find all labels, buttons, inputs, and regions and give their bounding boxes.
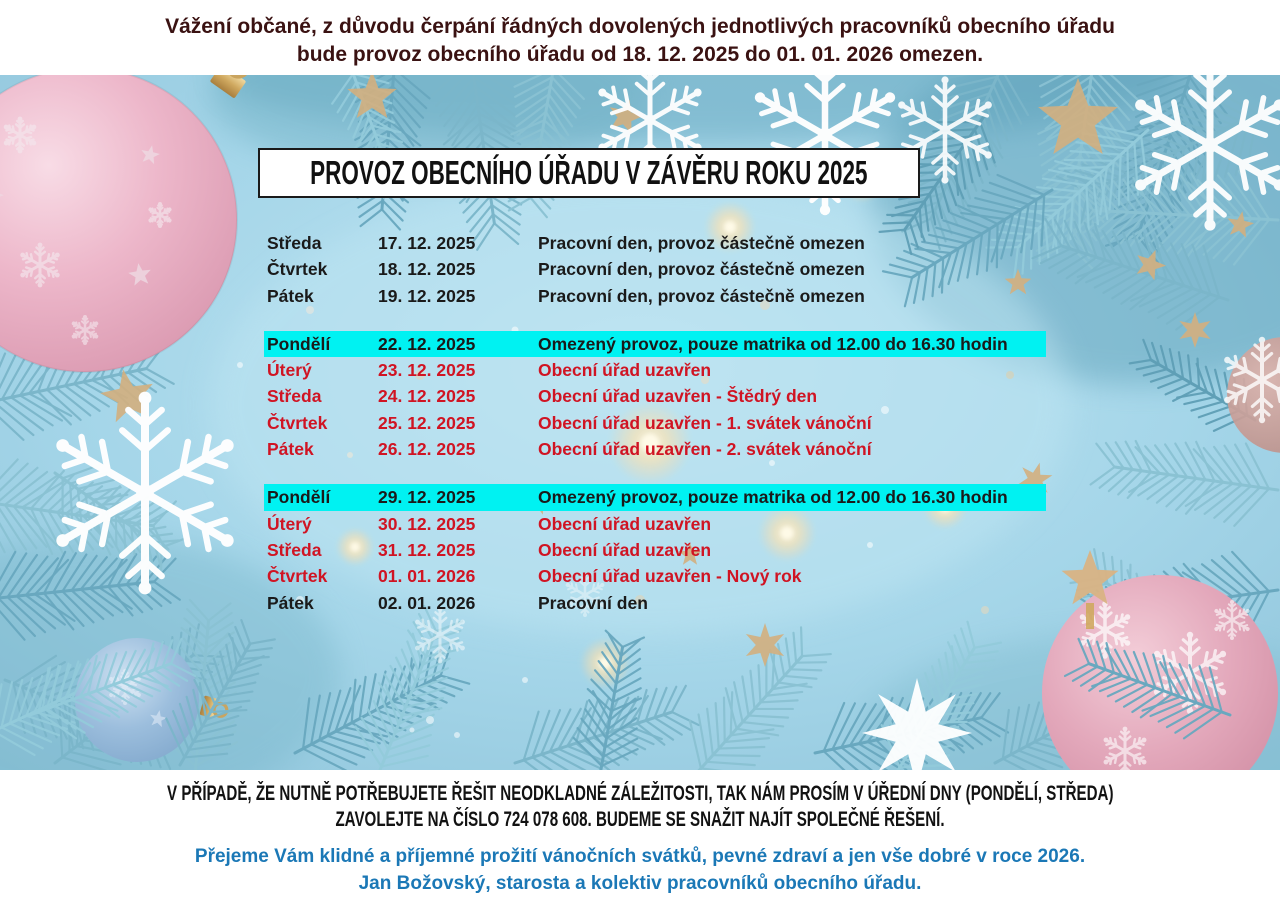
schedule-date: 18. 12. 2025	[378, 259, 476, 280]
schedule-row	[264, 563, 1046, 589]
schedule-day: Úterý	[267, 360, 312, 381]
schedule-day: Středa	[267, 386, 322, 407]
schedule-row	[264, 331, 1046, 357]
schedule-status: Obecní úřad uzavřen - Nový rok	[538, 566, 802, 587]
schedule-status: Obecní úřad uzavřen	[538, 360, 712, 381]
schedule-date: 19. 12. 2025	[378, 285, 476, 306]
schedule-date: 31. 12. 2025	[378, 539, 476, 560]
poster-title: PROVOZ OBECNÍHO ÚŘADU V ZÁVĚRU ROKU 2025	[310, 154, 868, 191]
header-line-1: Vážení občané, z důvodu čerpání řádných dovolených jednotlivých pracovníků obecního úřadu	[165, 15, 1115, 38]
schedule-row	[264, 383, 1046, 409]
schedule-status: Pracovní den, provoz částečně omezen	[538, 259, 865, 280]
schedule-day: Středa	[267, 539, 322, 560]
schedule-status: Omezený provoz, pouze matrika od 12.00 do 16.30 hodin	[538, 333, 1008, 354]
schedule-row	[264, 357, 1046, 383]
schedule-day: Čtvrtek	[267, 412, 328, 433]
schedule-status: Omezený provoz, pouze matrika od 12.00 do 16.30 hodin	[538, 487, 1008, 508]
schedule-row	[264, 590, 1046, 616]
schedule-row	[264, 484, 1046, 510]
schedule-day: Úterý	[267, 513, 312, 534]
wish-line-2: Jan Božovský, starosta a kolektiv pracovníků obecního úřadu.	[358, 873, 922, 894]
schedule-status: Obecní úřad uzavřen - 1. svátek vánoční	[538, 412, 872, 433]
schedule-day: Pátek	[267, 285, 314, 306]
schedule-row	[264, 256, 1046, 282]
schedule-date: 23. 12. 2025	[378, 360, 476, 381]
schedule-table	[264, 230, 1046, 616]
header-line-2: bude provoz obecního úřadu od 18. 12. 2025 do 01. 01. 2026 omezen.	[296, 43, 984, 66]
notice-line-2: ZAVOLEJTE NA ČÍSLO 724 078 608. BUDEME SE SNAŽIT NAJÍT SPOLEČNÉ ŘEŠENÍ.	[335, 808, 945, 831]
schedule-row	[264, 537, 1046, 563]
schedule-status: Pracovní den, provoz částečně omezen	[538, 233, 865, 253]
schedule-row	[264, 410, 1046, 436]
schedule-day: Pondělí	[267, 333, 331, 354]
schedule-day: Čtvrtek	[267, 566, 328, 587]
schedule-day: Pátek	[267, 439, 314, 460]
schedule-status: Obecní úřad uzavřen - 2. svátek vánoční	[538, 439, 872, 460]
schedule-date: 17. 12. 2025	[378, 233, 476, 253]
schedule-date: 29. 12. 2025	[378, 487, 476, 508]
poster-title-box	[258, 148, 920, 198]
schedule-status: Pracovní den, provoz částečně omezen	[538, 285, 865, 306]
schedule-day: Pondělí	[267, 487, 331, 508]
schedule-day: Pátek	[267, 592, 314, 613]
schedule-status: Obecní úřad uzavřen	[538, 513, 712, 534]
schedule-date: 22. 12. 2025	[378, 333, 476, 354]
schedule-row	[264, 436, 1046, 462]
schedule-row	[264, 511, 1046, 537]
header-banner	[0, 0, 1280, 75]
footer-banner	[0, 770, 1280, 904]
schedule-date: 30. 12. 2025	[378, 513, 476, 534]
schedule-row	[264, 230, 1046, 256]
schedule-date: 24. 12. 2025	[378, 386, 476, 407]
notice-line-1: V PŘÍPADĚ, ŽE NUTNĚ POTŘEBUJETE ŘEŠIT NEODKLADNÉ ZÁLEŽITOSTI, TAK NÁM PROSÍM V ÚŘEDNÍ DNY (PONDĚLÍ, STŘEDA)	[166, 782, 1114, 805]
schedule-date: 01. 01. 2026	[378, 566, 476, 587]
schedule-status: Pracovní den	[538, 592, 648, 613]
schedule-status: Obecní úřad uzavřen - Štědrý den	[538, 386, 818, 407]
schedule-date: 26. 12. 2025	[378, 439, 476, 460]
schedule-row	[264, 283, 1046, 309]
schedule-date: 25. 12. 2025	[378, 412, 476, 433]
wish-line-1: Přejeme Vám klidné a příjemné prožití vánočních svátků, pevné zdraví a jen vše dobré v roce 2026.	[194, 846, 1086, 867]
footer-wish	[195, 843, 1085, 897]
schedule-date: 02. 01. 2026	[378, 592, 476, 613]
schedule-day: Čtvrtek	[267, 259, 328, 280]
christmas-poster-image	[0, 75, 1280, 770]
schedule-day: Středa	[267, 233, 322, 253]
schedule-status: Obecní úřad uzavřen	[538, 539, 712, 560]
